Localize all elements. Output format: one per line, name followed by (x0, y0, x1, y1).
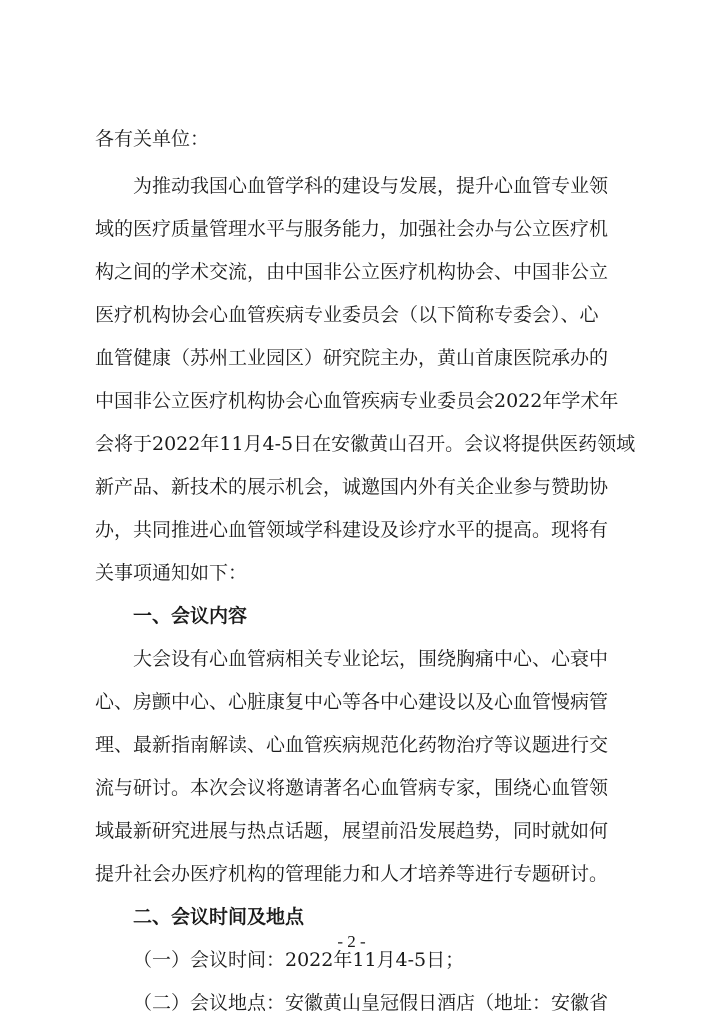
intro-line: 为推动我国心血管学科的建设与发展，提升心血管专业领 (133, 175, 609, 197)
section-line: 域最新研究进展与热点话题，展望前沿发展趋势，同时就如何 (95, 820, 609, 842)
section-line: 心、房颤中心、心脏康复中心等各中心建设以及心血管慢病管 (95, 691, 609, 713)
section-item: （二）会议地点：安徽黄山皇冠假日酒店（地址：安徽省 (133, 992, 609, 1014)
section-line: 流与研讨。本次会议将邀请著名心血管病专家，围绕心血管领 (95, 777, 609, 799)
section-line: 提升社会办医疗机构的管理能力和人才培养等进行专题研讨。 (95, 863, 609, 885)
intro-line: 域的医疗质量管理水平与服务能力，加强社会办与公立医疗机 (95, 218, 609, 240)
section-heading: 二、会议时间及地点 (133, 906, 305, 928)
section-heading: 一、会议内容 (133, 605, 248, 627)
intro-line: 新产品、新技术的展示机会，诚邀国内外有关企业参与赞助协 (95, 476, 609, 498)
intro-line: 关事项通知如下： (95, 562, 248, 584)
section-line: 理、最新指南解读、心血管疾病规范化药物治疗等议题进行交 (95, 734, 609, 756)
section-item: （一）会议时间：2022年11月4-5日； (133, 949, 465, 971)
intro-line: 血管健康（苏州工业园区）研究院主办，黄山首康医院承办的 (95, 347, 609, 369)
salutation: 各有关单位： (95, 128, 210, 150)
intro-line: 中国非公立医疗机构协会心血管疾病专业委员会2022年学术年 (95, 390, 619, 412)
intro-line: 会将于2022年11月4-5日在安徽黄山召开。会议将提供医药领域 (95, 433, 636, 455)
page-number: - 2 - (337, 932, 366, 951)
intro-line: 构之间的学术交流，由中国非公立医疗机构协会、中国非公立 (95, 261, 609, 283)
intro-line: 医疗机构协会心血管疾病专业委员会（以下简称专委会）、心 (95, 304, 599, 326)
section-line: 大会设有心血管病相关专业论坛，围绕胸痛中心、心衰中 (133, 648, 609, 670)
intro-line: 办，共同推进心血管领域学科建设及诊疗水平的提高。现将有 (95, 519, 609, 541)
